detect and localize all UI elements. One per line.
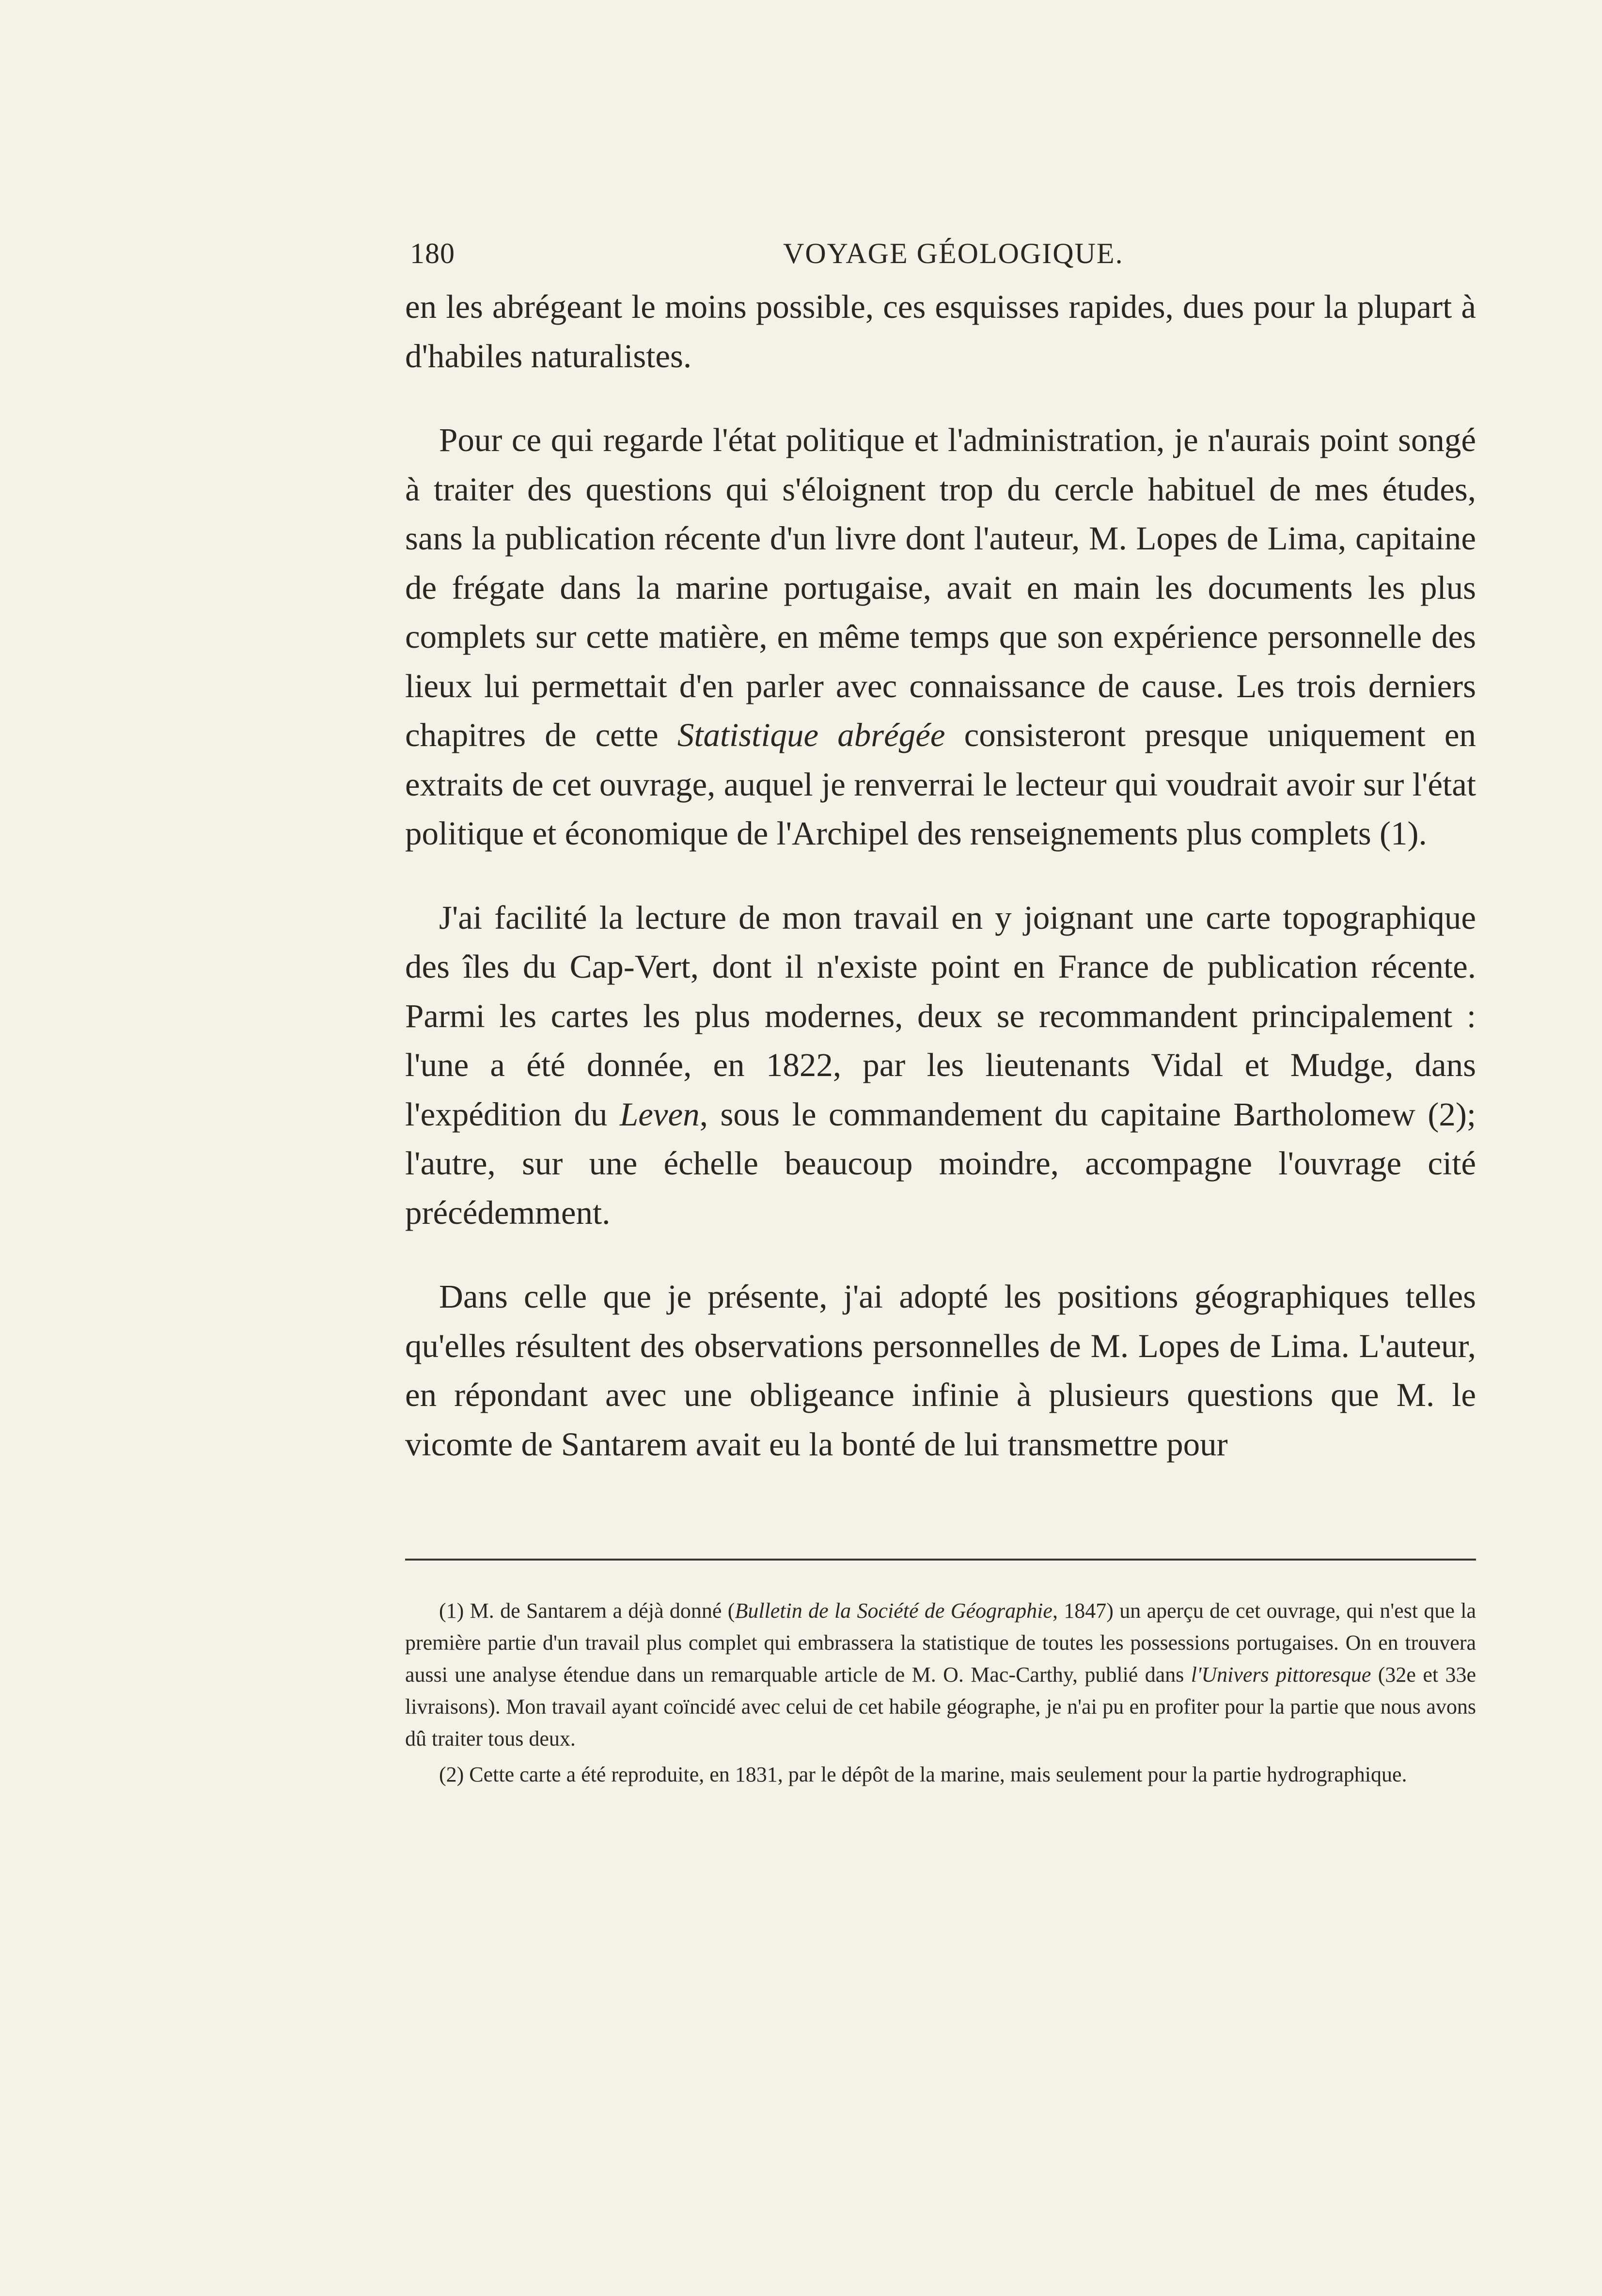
paragraph-3-italic: Leven xyxy=(619,1095,700,1133)
running-title: VOYAGE GÉOLOGIQUE. xyxy=(783,237,1124,269)
footnote-1-text-a: (1) M. de Santarem a déjà donné ( xyxy=(439,1599,735,1623)
footnote-2: (2) Cette carte a été reproduite, en 1831, par le dépôt de la marine, mais seulement pour la partie hydrographique. xyxy=(439,1763,1407,1786)
paragraph-3-text-b: , sous le commandement du capitaine Bartholomew (2); l'autre, sur une échelle beaucoup moindre, accompagne l'ouvrage cité précédemment. xyxy=(405,1095,1476,1231)
paragraph-2-text-a: Pour ce qui regarde l'état politique et l'administration, je n'aurais point songé à traiter des questions qui s'éloignent trop du cercle habituel de mes études, sans la publication récente d'un livre dont l'auteur, M. Lopes de Lima, capitaine de frégate dans la marine portugaise, avait en main les documents les plus complets sur cette matière, en même temps que son expérience personnelle des lieux lui permettait d'en parler avec connaissance de cause. Les trois derniers chapitres de cette xyxy=(405,422,1476,753)
paragraph-4: Dans celle que je présente, j'ai adopté les positions géographiques telles qu'elles résultent des observations personnelles de M. Lopes de Lima. L'auteur, en répondant avec une obligeance infinie à plusieurs questions que M. le vicomte de Santarem avait eu la bonté de lui transmettre pour xyxy=(405,1278,1476,1463)
paragraph-3-text-a: J'ai facilité la lecture de mon travail en y joignant une carte topographique des îles du Cap-Vert, dont il n'existe point en France de publication récente. Parmi les cartes les plus modernes, deux se recommandent principalement : l'une a été donnée, en 1822, par les lieutenants Vidal et Mudge, dans l'expédition du xyxy=(405,899,1476,1133)
footnote-1-italic-b: l'Univers pittoresque xyxy=(1191,1663,1371,1687)
page-number: 180 xyxy=(410,237,455,269)
paragraph-2 xyxy=(405,416,1476,859)
paragraph-2-italic: Statistique abrégée xyxy=(677,717,945,753)
paragraph-2-text-b: consisteront presque uniquement en extraits de cet ouvrage, auquel je renverrai le lecteur qui voudrait avoir sur l'état politique et économique de l'Archipel des renseignements plus complets (1). xyxy=(405,717,1476,852)
footnote-1-text-b: , 1847) un aperçu de cet ouvrage, qui n'est que la première partie d'un travail plus complet qui embrassera la statistique de toutes les possessions portugaises. On en trouvera aussi une analyse étendue dans un remarquable article de M. O. Mac-Carthy, publié dans xyxy=(405,1599,1476,1687)
paragraph-1: en les abrégeant le moins possible, ces esquisses rapides, dues pour la plupart à d'habiles naturalistes. xyxy=(405,288,1476,375)
footnote-1 xyxy=(405,1595,1476,1755)
footnote-1-italic-a: Bulletin de la Société de Géographie xyxy=(735,1599,1052,1623)
footnote-divider xyxy=(405,1559,1476,1561)
footnote-1-text-c: (32e et 33e livraisons). Mon travail ayant coïncidé avec celui de cet habile géographe, je n'ai pu en profiter pour la partie que nous avons dû traiter tous deux. xyxy=(405,1663,1476,1750)
running-head xyxy=(410,232,1476,275)
paragraph-3 xyxy=(405,893,1476,1238)
body-text xyxy=(405,282,1476,1469)
footnotes xyxy=(405,1595,1476,1791)
